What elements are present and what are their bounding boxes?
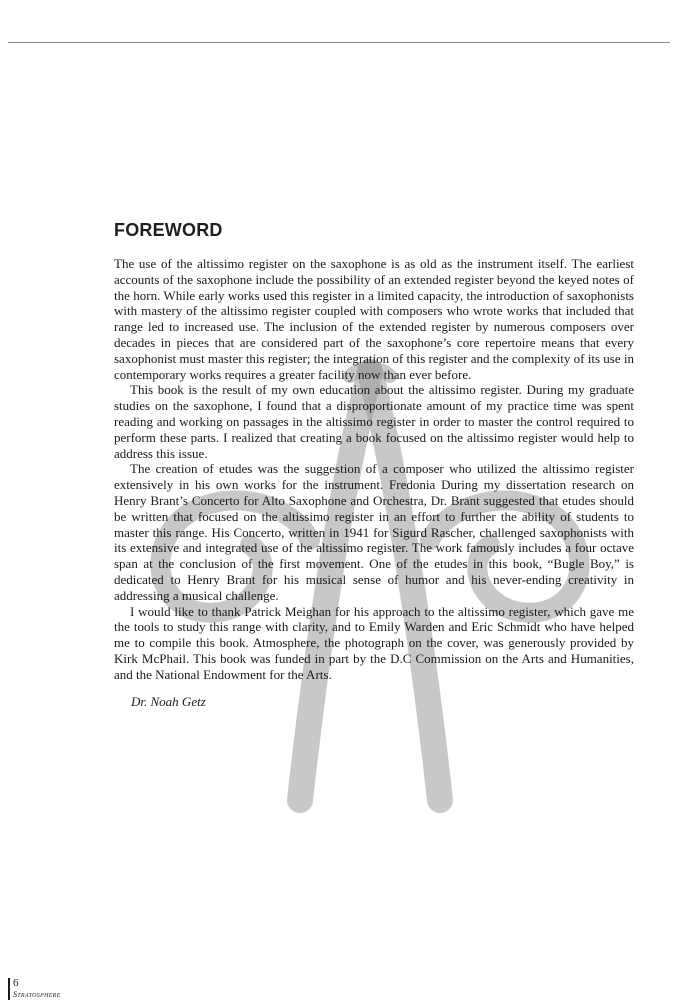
paragraph: I would like to thank Patrick Meighan for his approach to the altissimo register, which gave me the tools to study this range with clarity, and to Emily Warden and Eric Schmidt who have helped me to compile this book. Atmosphere, the photograph on the cover, was generously provided by Kirk McPhail. This book was funded in part by the D.C Commission on the Arts and Humanities, and the National Endowment for the Arts. — [114, 603, 634, 682]
paragraph: The creation of etudes was the suggestion of a composer who utilized the altissimo register extensively in his own works for the instrument. Fredonia During my dissertation research on Henry Brant’s Concerto for Alto Saxophone and Orchestra, Dr. Brant suggested that etudes should be written that focused on the altissimo register in an effort to further the ability of students to master this range. His Concerto, written in 1941 for Sigurd Rascher, challenged saxophonists with its extensive and integrated use of the altissimo register. The work famously includes a four octave span at the conclusion of the first movement. One of the etudes in this book, “Bugle Boy,” is dedicated to Henry Brant for his musical sense of humor and his never-ending creativity in addressing a musical challenge. — [114, 461, 634, 603]
paragraph: This book is the result of my own education about the altissimo register. During my graduate studies on the saxophone, I found that a disproportionate amount of my practice time was spent reading and working on passages in the altissimo register in order to master the control required to perform these parts. I realized that creating a book focused on the altissimo register would help to address this issue. — [114, 382, 634, 461]
running-title: Stratosphere — [13, 990, 61, 999]
body-text — [114, 256, 634, 683]
author-signature: Dr. Noah Getz — [131, 694, 206, 709]
footer-bar — [8, 978, 10, 1000]
page-heading: FOREWORD — [114, 220, 223, 240]
page-number: 6 — [13, 977, 19, 989]
paragraph: The use of the altissimo register on the saxophone is as old as the instrument itself. The earliest accounts of the saxophone include the possibility of an extended register beyond the keyed notes of the horn. While early works used this register in a limited capacity, the introduction of saxophonists with mastery of the altissimo register coupled with composers who wrote works that included that range led to increased use. The inclusion of the extended register by numerous composers over decades in pieces that are considered part of the saxophone’s core repertoire means that every saxophonist must master this register; the integration of this register and the complexity of its use in contemporary works requires a greater facility now than ever before. — [114, 256, 634, 382]
top-rule — [8, 42, 670, 43]
